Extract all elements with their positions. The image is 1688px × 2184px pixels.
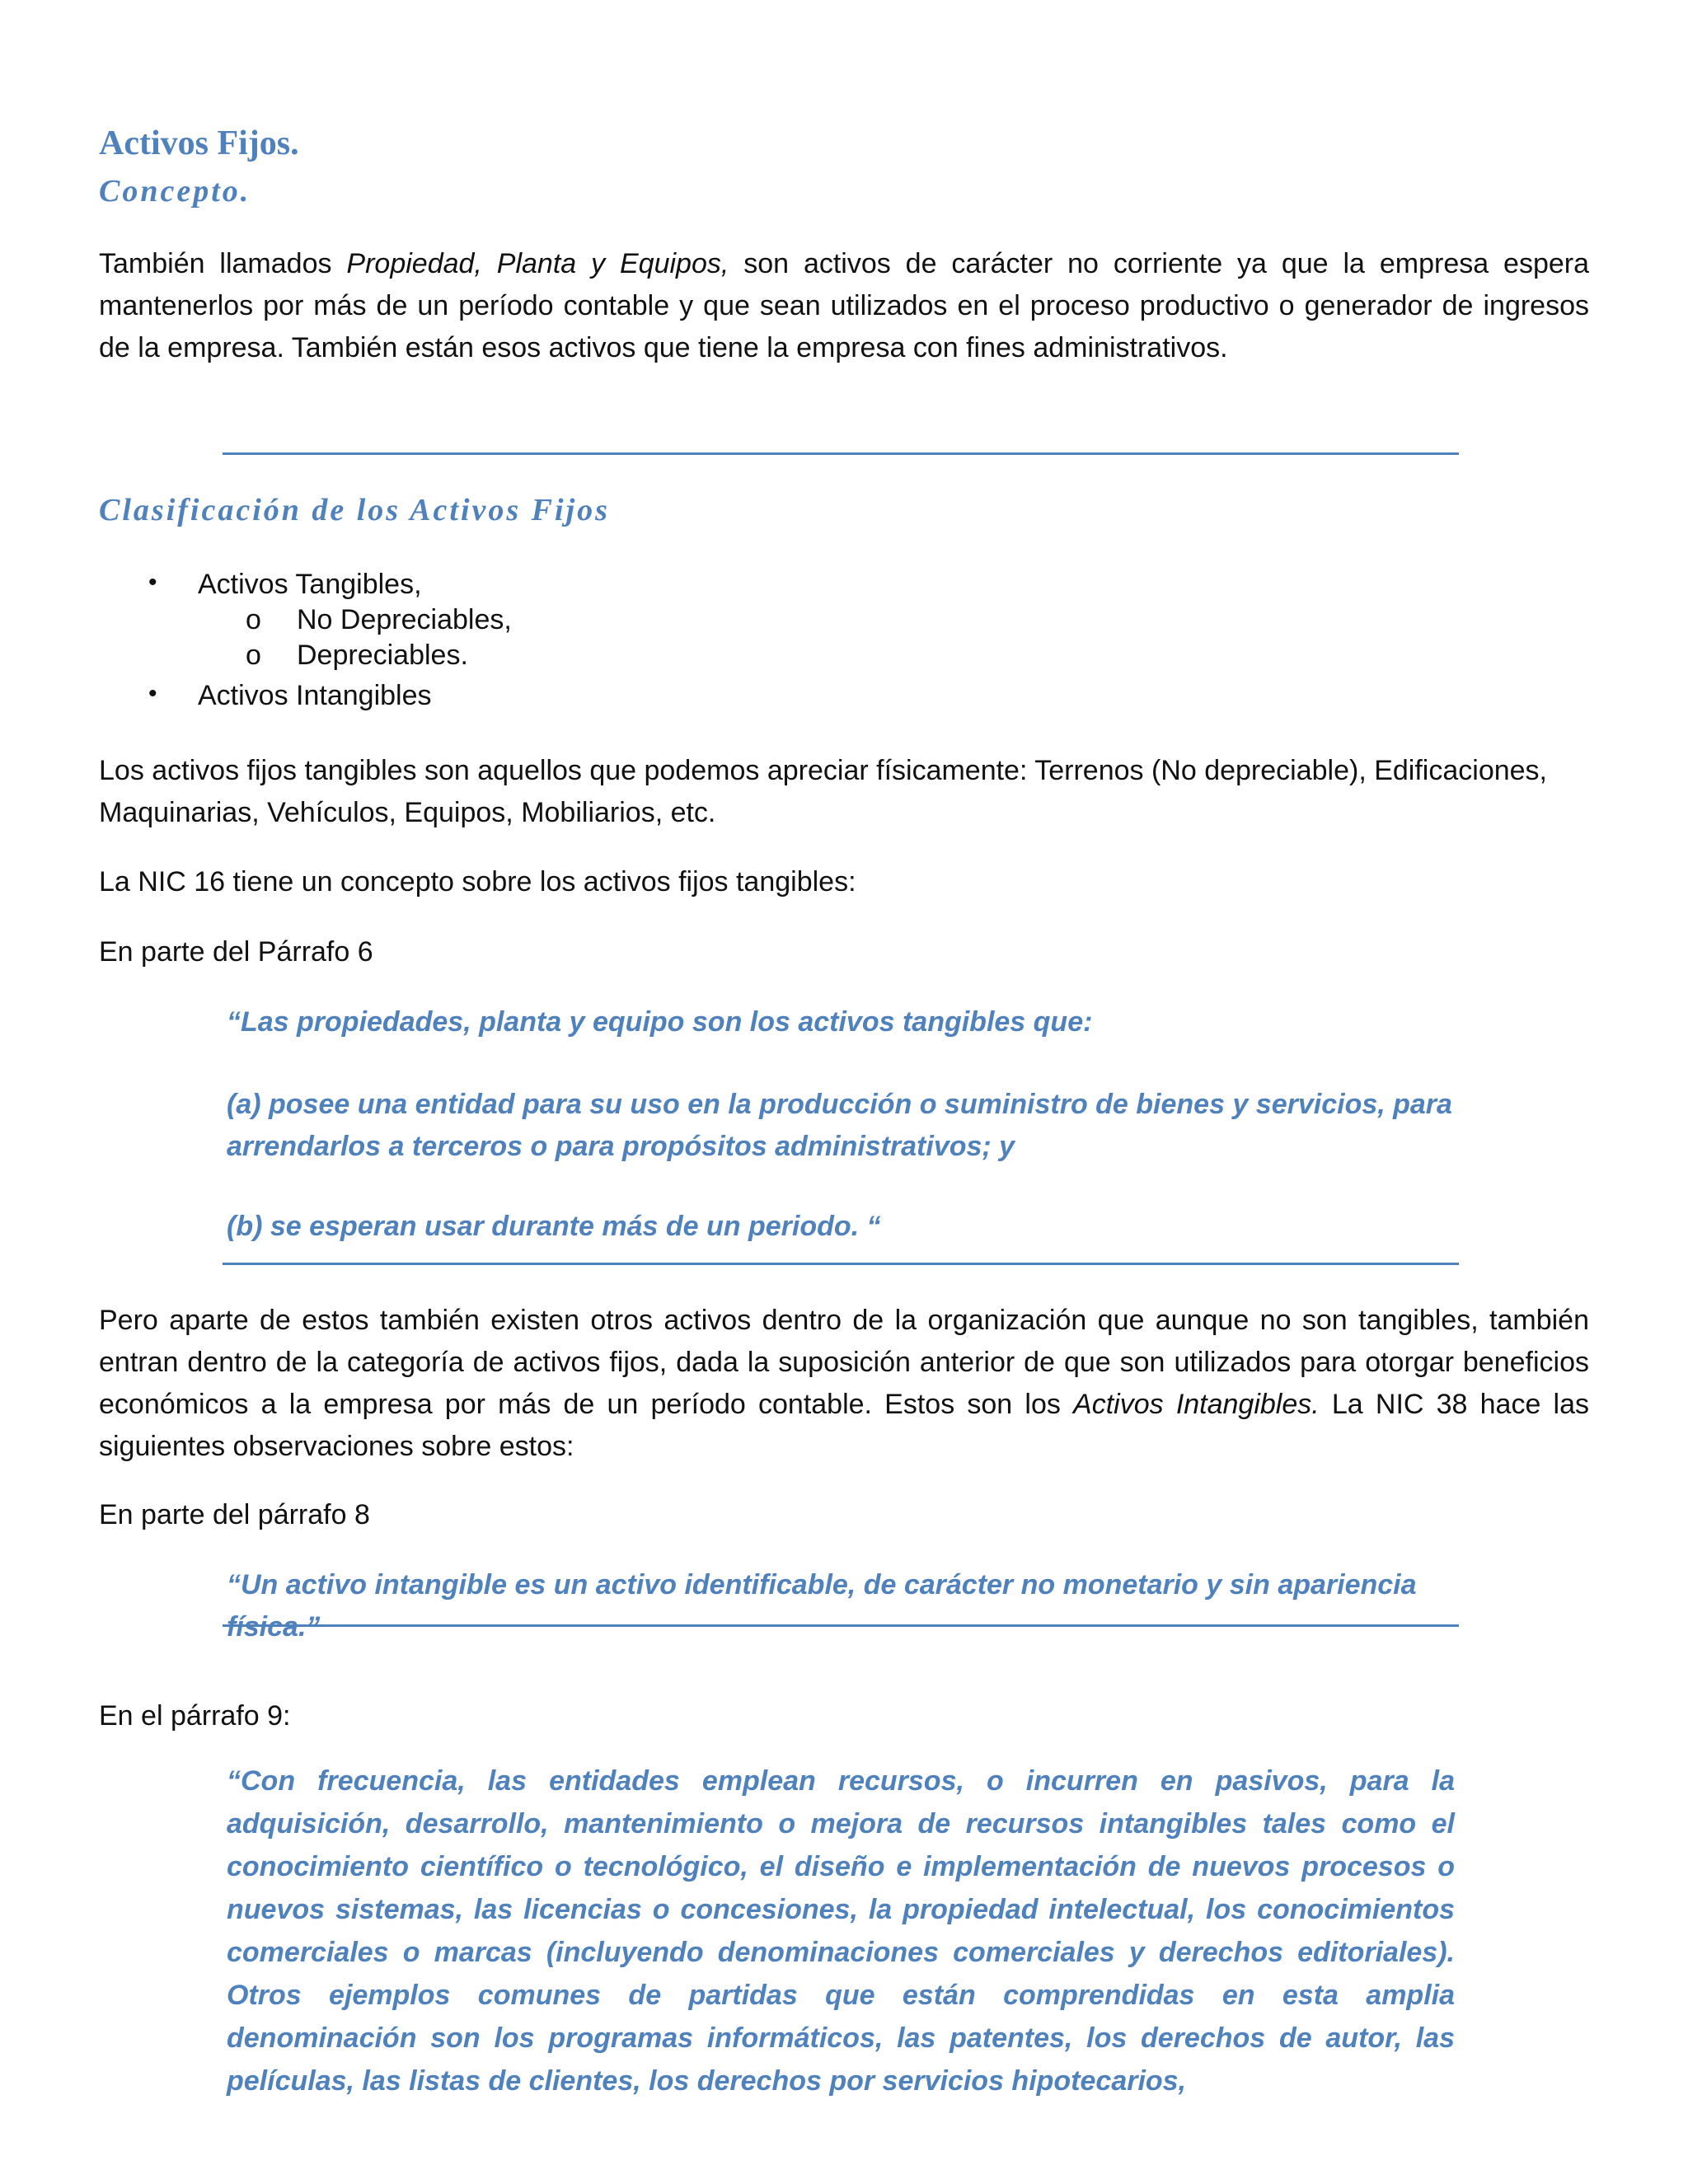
list-item-tangibles: Activos Tangibles,	[198, 569, 422, 600]
concepto-text-post: son activos de carácter no corriente ya que la empresa espera mantenerlos por más de un período contable y que sean utilizados en el proceso productivo o generador de ingresos de la empresa. También están esos activos que tiene la empresa con fines administrativos.	[99, 248, 1590, 363]
clasificacion-subtitle: Clasificación de los Activos Fijos	[99, 493, 610, 527]
parrafo9-label: En el párrafo 9:	[99, 1700, 291, 1732]
page-title: Activos Fijos.	[99, 124, 299, 162]
list-item-depreciables: Depreciables.	[297, 640, 468, 671]
list-item-intangibles: Activos Intangibles	[198, 680, 432, 711]
quote6-item-b: (b) se esperan usar durante más de un periodo. “	[227, 1211, 881, 1242]
circle-bullet-icon: o	[246, 604, 261, 635]
bullet-icon: •	[148, 680, 157, 707]
quote6-line1: “Las propiedades, planta y equipo son los activos tangibles que:	[227, 1006, 1093, 1038]
parrafo6-label: En parte del Párrafo 6	[99, 936, 373, 968]
circle-bullet-icon: o	[246, 640, 261, 671]
list-item-no-depreciables: No Depreciables,	[297, 604, 512, 635]
parrafo8-label: En parte del párrafo 8	[99, 1499, 370, 1530]
quote-divider	[223, 1624, 1459, 1627]
concepto-paragraph	[99, 243, 1589, 369]
tangibles-paragraph: Los activos fijos tangibles son aquellos que podemos apreciar físicamente: Terrenos (No depreciable), Edificaciones, Maquinarias, Vehículos, Equipos, Mobiliarios, etc.	[99, 755, 1547, 828]
quote6-item-a: (a) posee una entidad para su uso en la producción o suministro de bienes y servicios, para arrendarlos a terceros o para propósitos administrativos; y	[227, 1089, 1452, 1162]
intangibles-text-em: Activos Intangibles.	[1073, 1389, 1320, 1420]
intangibles-paragraph	[99, 1300, 1589, 1468]
nic16-intro: La NIC 16 tiene un concepto sobre los activos fijos tangibles:	[99, 866, 856, 898]
quote-divider	[223, 1263, 1459, 1265]
quote8: “Un activo intangible es un activo identificable, de carácter no monetario y sin apariencia física.”	[227, 1569, 1417, 1643]
concepto-subtitle: Concepto.	[99, 174, 251, 209]
bullet-icon: •	[148, 569, 157, 596]
intangibles-text-pre: Pero aparte de estos también existen otros activos dentro de la organización que aunque no son tangibles, también entran dentro de la categoría de activos fijos, dada la suposición anterior de que son utilizados para otorgar beneficios económicos a la empresa por más de un período contable. Estos son los	[99, 1305, 1589, 1420]
quote9: “Con frecuencia, las entidades emplean recursos, o incurren en pasivos, para la adquisición, desarrollo, mantenimiento o mejora de recursos intangibles tales como el conocimiento científico o tecnológico, el diseño e implementación de nuevos procesos o nuevos sistemas, las licencias o concesiones, la propiedad intelectual, los conocimientos comerciales o marcas (incluyendo denominaciones comerciales y derechos editoriales). Otros ejemplos comunes de partidas que están comprendidas en esta amplia denominación son los programas informáticos, las patentes, los derechos de autor, las películas, las listas de clientes, los derechos por servicios hipotecarios,	[227, 1765, 1455, 2097]
divider-line	[223, 452, 1459, 455]
concepto-text-em: Propiedad, Planta y Equipos,	[346, 248, 729, 279]
concepto-text-pre: También llamados	[99, 248, 347, 279]
intangibles-text-post: La NIC 38 hace las siguientes observaciones sobre estos:	[99, 1389, 1589, 1462]
